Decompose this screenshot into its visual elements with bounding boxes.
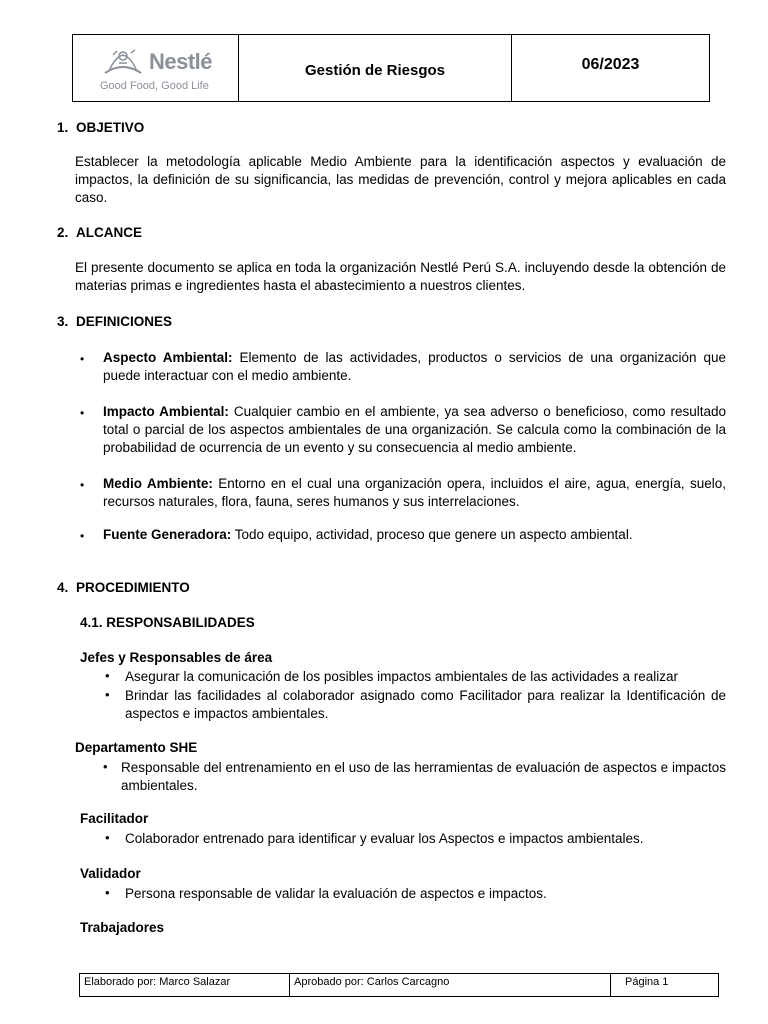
bullet: • (103, 759, 108, 774)
bullet: • (105, 687, 110, 702)
definition-term: Medio Ambiente: (103, 476, 213, 491)
bullet: • (80, 406, 85, 420)
role-title-validador: Validador (80, 866, 141, 881)
brand-slogan: Good Food, Good Life (100, 80, 209, 92)
objetivo-text: Establecer la metodología aplicable Medio Ambiente para la identificación aspectos y evaluación de impactos, la definición de su significancia, las medidas de prevención, control y mejora aplicables en cada caso. (75, 154, 726, 205)
responsibility-item: Asegurar la comunicación de los posibles impactos ambientales de las actividades a realizar (125, 669, 679, 684)
definition-item (103, 475, 726, 511)
definition-text: Elemento de las actividades, productos o servicios de una organización que puede interactuar con el medio ambiente. (103, 350, 726, 383)
bullet: • (80, 352, 85, 366)
section-number: 2. (57, 225, 69, 240)
definition-item (103, 349, 726, 385)
definition-text: Todo equipo, actividad, proceso que genere un aspecto ambiental. (231, 527, 633, 542)
document-title: Gestión de Riesgos (304, 61, 446, 79)
nestle-nest-logo-icon (101, 47, 145, 77)
section-title-alcance: ALCANCE (76, 225, 142, 240)
bullet: • (80, 529, 85, 543)
bullet: • (105, 830, 110, 845)
definition-text: Entorno en el cual una organización opera, incluidos el aire, agua, energía, suelo, recursos naturales, flora, fauna, seres humanos y sus interrelaciones. (103, 476, 726, 509)
footer-aprobado: Aprobado por: Carlos Carcagno (290, 974, 611, 996)
bullet: • (80, 478, 85, 492)
section-number: 3. (57, 314, 69, 329)
footer-page-number: Página 1 (625, 976, 669, 988)
document-footer (79, 973, 719, 997)
definition-term: Aspecto Ambiental: (103, 350, 233, 365)
responsibility-item: Colaborador entrenado para identificar y evaluar los Aspectos e impactos ambientales. (125, 831, 644, 846)
responsibility-item: Persona responsable de validar la evaluación de aspectos e impactos. (125, 886, 547, 901)
bullet: • (105, 668, 110, 683)
section-title-objetivo: OBJETIVO (76, 120, 145, 135)
definition-item (103, 526, 726, 544)
role-title-jefes: Jefes y Responsables de área (80, 650, 273, 665)
section-title-definiciones: DEFINICIONES (76, 314, 173, 329)
definition-term: Impacto Ambiental: (103, 404, 229, 419)
section-title-procedimiento: PROCEDIMIENTO (76, 580, 190, 595)
section-number: 4. (57, 580, 69, 595)
title-cell (239, 35, 512, 101)
subsection-title-responsabilidades: 4.1. RESPONSABILIDADES (80, 615, 255, 630)
definition-text: Cualquier cambio en el ambiente, ya sea adverso o beneficioso, como resultado total o parcial de los aspectos ambientales de una organización. Se calcula como la combinación de la probabilidad de ocurrencia de un evento y su consecuencia al medio ambiente. (103, 404, 727, 455)
footer-elaborado: Elaborado por: Marco Salazar (80, 974, 290, 996)
responsibility-item: Brindar las facilidades al colaborador asignado como Facilitador para realizar la Identificación de aspectos e impactos ambientales. (125, 688, 726, 721)
bullet: • (105, 885, 110, 900)
brand-name: Nestlé (149, 49, 213, 74)
role-title-facilitador: Facilitador (80, 811, 149, 826)
alcance-text: El presente documento se aplica en toda la organización Nestlé Perú S.A. incluyendo desde la obtención de materias primas e ingredientes hasta el abastecimiento a nuestros clientes. (75, 260, 726, 293)
section-number: 1. (57, 120, 69, 135)
document-header (72, 34, 710, 102)
role-title-trabajadores: Trabajadores (80, 920, 165, 935)
definition-term: Fuente Generadora: (103, 527, 232, 542)
document-date: 06/2023 (581, 56, 640, 73)
definition-item (103, 403, 726, 457)
responsibility-item: Responsable del entrenamiento en el uso de las herramientas de evaluación de aspectos e impactos ambientales. (121, 760, 726, 793)
logo-cell (73, 35, 239, 101)
role-title-she: Departamento SHE (75, 740, 198, 755)
date-cell (512, 35, 709, 101)
